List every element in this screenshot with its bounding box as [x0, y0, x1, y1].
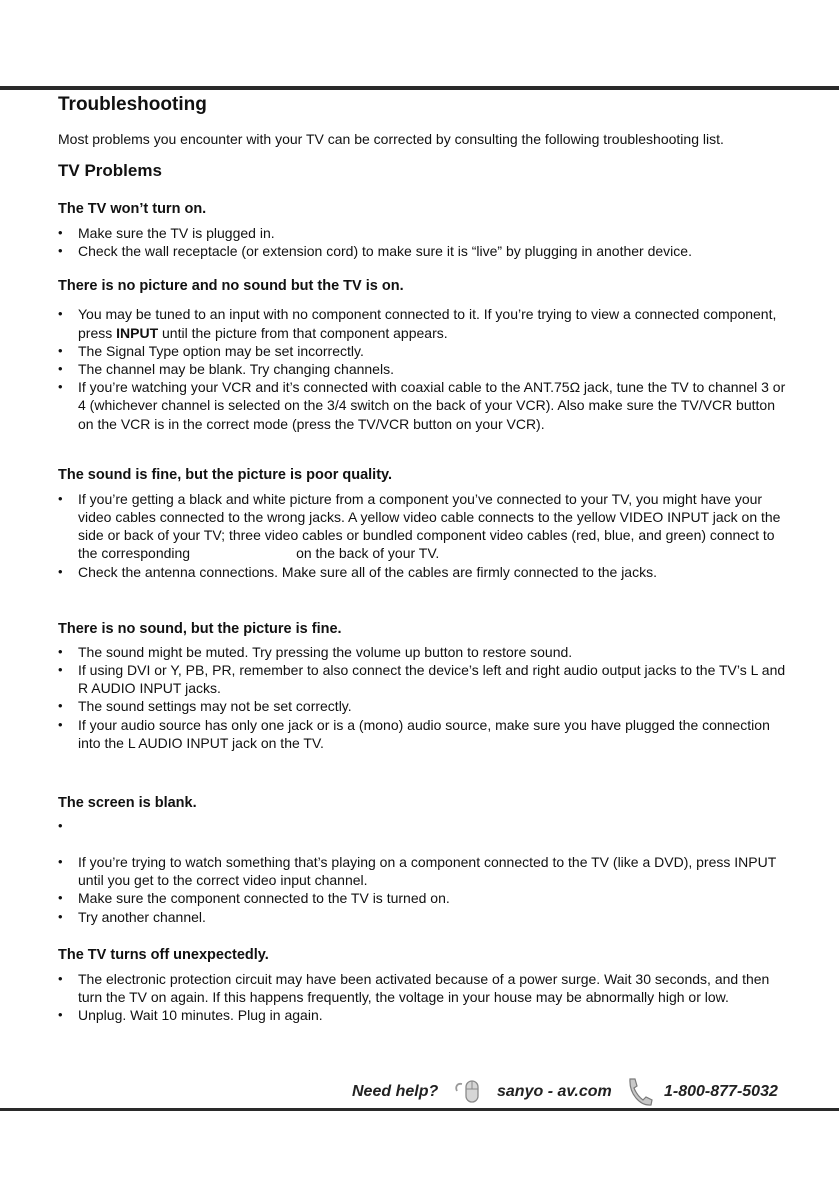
list-item: • The sound settings may not be set correctly.: [58, 697, 788, 715]
problem-heading: The TV won’t turn on.: [58, 201, 207, 217]
help-footer: [352, 1075, 792, 1107]
intro-text: Most problems you encounter with your TV can be corrected by consulting the following troubleshooting list.: [58, 131, 724, 147]
list-item: • The Signal Type option may be set incorrectly.: [58, 342, 788, 360]
section-title: TV Problems: [58, 161, 162, 180]
list-item: • Check the wall receptacle (or extension cord) to make sure it is “live” by plugging in another device.: [58, 242, 788, 260]
mouse-icon: [453, 1077, 485, 1107]
problem-heading: There is no picture and no sound but the TV is on.: [58, 278, 404, 295]
problem-heading: The sound is fine, but the picture is poor quality.: [58, 466, 393, 483]
bullet-list: [58, 490, 788, 581]
bullet-list: [58, 643, 788, 752]
list-item-text: on the back of your TV.: [296, 545, 440, 562]
problem-heading: The screen is blank.: [58, 795, 197, 812]
bullet-list: [58, 224, 788, 260]
list-item: • If your audio source has only one jack or is a (mono) audio source, make sure you have plugged the connection into the L AUDIO INPUT jack on the TV.: [58, 716, 788, 752]
list-item: [58, 305, 788, 341]
list-item: • Make sure the component connected to the TV is turned on.: [58, 889, 788, 907]
list-item: • Check the antenna connections. Make sure all of the cables are firmly connected to the jacks.: [58, 563, 788, 581]
website-link[interactable]: sanyo - av.com: [497, 1083, 612, 1100]
problem-heading: The TV turns off unexpectedly.: [58, 946, 269, 963]
list-item: • If you’re trying to watch something that’s playing on a component connected to the TV (like a DVD), press INPUT until you get to the correct video input channel.: [58, 853, 788, 889]
list-item: • If using DVI or Y, PB, PR, remember to also connect the device’s left and right audio output jacks to the TV’s L and R AUDIO INPUT jacks.: [58, 661, 788, 697]
list-item: • Unplug. Wait 10 minutes. Plug in again.: [58, 1006, 788, 1024]
top-rule: [0, 86, 839, 90]
list-item-text: You may be tuned to an input with no component connected to it. If you’re trying to view a connected component, press: [78, 306, 777, 341]
list-item: [58, 817, 788, 835]
page-content: [58, 93, 788, 1024]
list-item-text: until the picture from that component appears.: [158, 324, 448, 341]
list-item: • Try another channel.: [58, 908, 788, 926]
list-item: • The electronic protection circuit may have been activated because of a power surge. Wait 30 seconds, and then turn the TV on again. If this happens frequently, the voltage in your house may be abnormally high or low.: [58, 970, 788, 1006]
list-item: • The sound might be muted. Try pressing the volume up button to restore sound.: [58, 643, 788, 661]
bullet-list: [58, 817, 788, 926]
bullet-list: [58, 970, 788, 1025]
list-item: • If you’re watching your VCR and it’s connected with coaxial cable to the ANT.75Ω jack, tune the TV to channel 3 or 4 (whichever channel is selected on the 3/4 switch on the back of your VCR). Also make sure the TV/VCR button on the VCR is in the correct mode (press the TV/VCR button on your VCR).: [58, 378, 788, 433]
list-item: [58, 490, 788, 563]
bullet-list: [58, 305, 788, 432]
phone-number[interactable]: 1-800-877-5032: [664, 1083, 778, 1100]
problem-heading: There is no sound, but the picture is fine.: [58, 620, 342, 637]
list-item: • Make sure the TV is plugged in.: [58, 224, 788, 242]
list-item: • The channel may be blank. Try changing channels.: [58, 360, 788, 378]
input-keyword: INPUT: [116, 324, 159, 341]
list-item-text: If you’re getting a black and white picture from a component you’ve connected to your TV, you might have your video cables connected to the wrong jacks. A yellow video cable connects to the yellow VIDEO INPUT jack on the side or back of your TV; three video cables or bundled component video cables (red, blue, and green) connect to the corresponding: [78, 490, 781, 562]
phone-icon: [624, 1076, 654, 1108]
bottom-rule: [0, 1108, 839, 1111]
page-title: Troubleshooting: [58, 94, 207, 115]
need-help-label: Need help?: [352, 1083, 439, 1100]
